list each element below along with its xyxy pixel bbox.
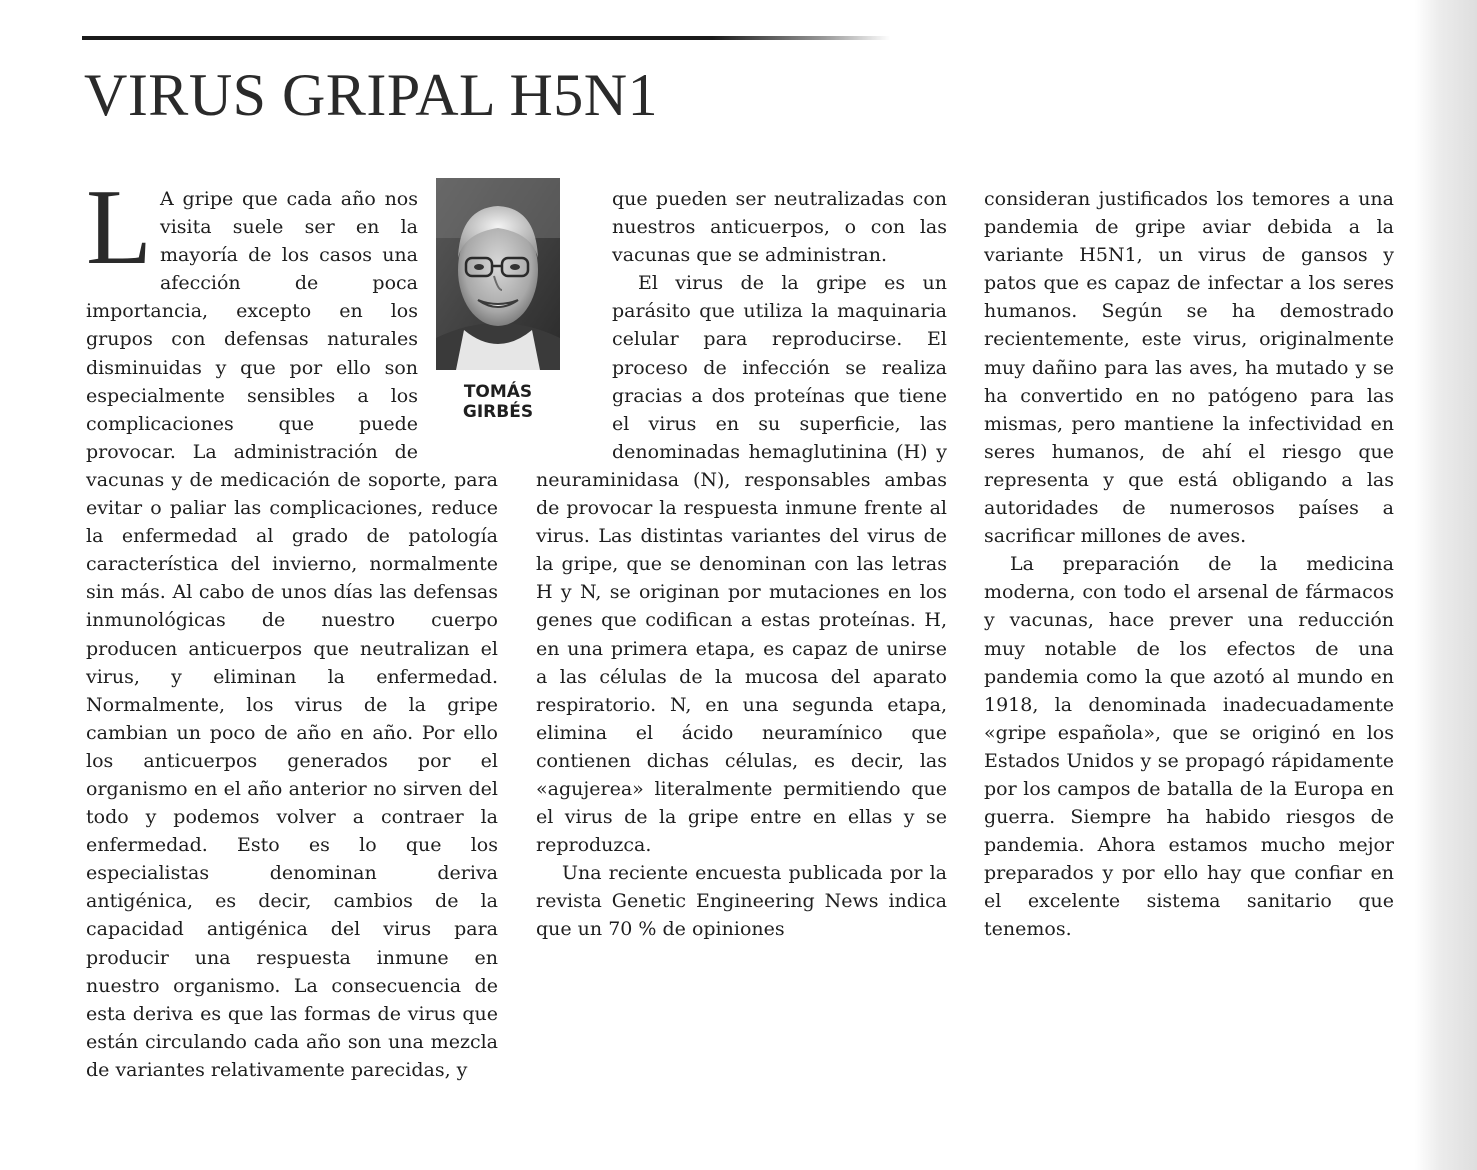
article-column-3 [984, 185, 1394, 944]
drop-cap: L [86, 168, 152, 287]
paragraph-3: El virus de la gripe es un parásito que utiliza la maquinaria celular para reproducirse. El proceso de infección se realiza gracias a dos proteínas que tiene el virus en su superficie, las denominadas hemaglutinina (H) y neuraminidasa (N), responsables ambas de provocar la respuesta inmune frente al virus. Las distintas variantes del virus de la gripe, que se denominan con las letras H y N, se originan por mutaciones en los genes que codifican a estas proteínas. H, en una primera etapa, es capaz de unirse a las células de la mucosa del aparato respiratorio. N, en una segunda etapa, elimina el ácido neuramínico que contienen dichas células, es decir, las «agujerea» literalmente permitiendo que el virus de la gripe entre en ellas y se reproduzca. [536, 272, 947, 857]
paragraph-2: que pueden ser neutralizadas con nuestros anticuerpos, o con las vacunas que se administran. [612, 188, 947, 267]
article-headline: VIRUS GRIPAL H5N1 [84, 62, 659, 128]
photo-wrap-spacer-2 [536, 185, 612, 438]
author-last-name: GIRBÉS [462, 402, 534, 422]
author-first-name: TOMÁS [463, 382, 533, 402]
page-edge-shadow [1415, 0, 1477, 1170]
paragraph-6: La preparación de la medicina moderna, con todo el arsenal de fármacos y vacunas, hace prever una reducción muy notable de los efectos de una pandemia como la que azotó al mundo en 1918, la denominada inadecuadamente «gripe española», que se originó en los Estados Unidos y se propagó rápidamente por los campos de batalla de la Europa en guerra. Siempre ha habido riesgos de pandemia. Ahora estamos mucho mejor preparados y por ello hay que confiar en el excelente sistema sanitario que tenemos. [984, 553, 1394, 941]
paragraph-4: Una reciente encuesta publicada por la revista Genetic Engineering News indica que un 70 % de opiniones [536, 862, 947, 941]
top-rule [82, 36, 890, 40]
article-column-2 [536, 185, 947, 944]
paragraph-5: consideran justificados los temores a una pandemia de gripe aviar debida a la variante H5N1, un virus de gansos y patos que es capaz de infectar a los seres humanos. Según se ha demostrado recientemente, este virus, originalmente muy dañino para las aves, ha mutado y se ha convertido en no patógeno para las mismas, pero mantiene la infectividad en seres humanos, de ahí el riesgo que representa y que está obligando a las autoridades de numerosos países a sacrificar millones de aves. [984, 188, 1394, 548]
paragraph-1-text: A gripe que cada año nos visita suele ser en la mayoría de los casos una afección de poca importancia, excepto en los grupos con defensas naturales disminuidas y que por ello son especialmente sensibles a los complicaciones que puede provocar. La administración de vacunas y de medicación de soporte, para evitar o paliar las complicaciones, reduce la enfermedad al grado de patología característica del invierno, normalmente sin más. Al cabo de unos días las defensas inmunológicas de nuestro cuerpo producen anticuerpos que neutralizan el virus, y eliminan la enfermedad. Normalmente, los virus de la gripe cambian un poco de año en año. Por ello los anticuerpos generados por el organismo en el año anterior no sirven del todo y podemos volver a contraer la enfermedad. Esto es lo que los especialistas denominan deriva antigénica, es decir, cambios de la capacidad antigénica del virus para producir una respuesta inmune en nuestro organismo. La consecuencia de esta deriva es que las formas de virus que están circulando cada año son una mezcla de variantes relativamente parecidas, y [86, 188, 498, 1081]
